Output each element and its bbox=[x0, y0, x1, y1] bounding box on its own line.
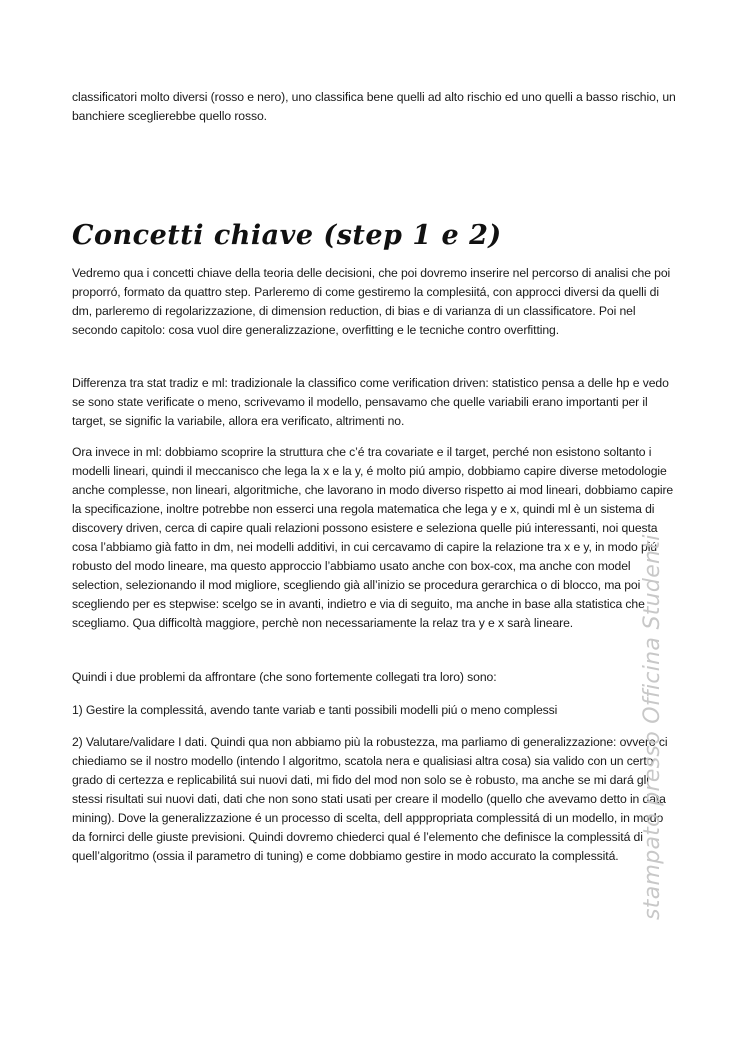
list-item-complessita: 1) Gestire la complessitá, avendo tante variab e tanti possibili modelli piú o meno complessi bbox=[72, 703, 558, 717]
paragraph-differenza: Differenza tra stat tradiz e ml: tradizionale la classifico come verification driven: statistico pensa a delle hp e vedo se sono state verificate o meno, scrivevamo il modello, pensavamo che quelle variabili erano importanti per il target, se signific la variabile, allora era verificato, altrimenti no. bbox=[72, 376, 669, 428]
intro-paragraph: classificatori molto diversi (rosso e nero), uno classifica bene quelli ad alto rischio ed uno quelli a basso rischio, un banchiere sceglierebbe quello rosso. bbox=[72, 90, 676, 123]
watermark: stampato presso Officina Studenti bbox=[640, 534, 665, 920]
section-heading: Concetti chiave (step 1 e 2) bbox=[72, 220, 502, 251]
paragraph-concetti: Vedremo qua i concetti chiave della teoria delle decisioni, che poi dovremo inserire nel percorso di analisi che poi proporró, formato da quattro step. Parleremo di come gestiremo la complesiitá, con approcci diversi da quelli di dm, parleremo di regolarizzazione, di dimension reduction, di bias e di varianza di un classificatore. Poi nel secondo capitolo: cosa vuol dire generalizzazione, overfitting e le tecniche contro overfitting. bbox=[72, 266, 671, 337]
paragraph-problemi: Quindi i due problemi da affrontare (che sono fortemente collegati tra loro) sono: bbox=[72, 670, 497, 684]
list-item-validare: 2) Valutare/validare I dati. Quindi qua non abbiamo più la robustezza, ma parliamo di generalizzazione: ovvero ci chiediamo se il nostro modello (intendo l algoritmo, scatola nera e qualisiasi altra cosa) sia valido con un certo grado di certezza e replicabilitá sui nuovi dati, mi fido del mod non solo se è robusto, ma anche se mi dará gli stessi risultati sui nuovi dati, dati che non sono stati usati per creare il modello (quello che avevamo detto in data mining). Dove la generalizzazione é un processo di scelta, dell apppropriata complessitá di un modello, in modo da fornirci delle giuste previsioni. Quindi dovremo chiederci qual é l’elemento che definisce la complessitá di quell’algoritmo (ossia il parametro di tuning) e come dobbiamo gestire in modo accurato la complessitá. bbox=[72, 735, 668, 863]
paragraph-ml: Ora invece in ml: dobbiamo scoprire la struttura che c’é tra covariate e il target, perché non esistono soltanto i modelli lineari, quindi il meccanisco che lega la x e la y, é molto piú ampio, dobbiamo capire diverse metodologie anche complesse, non lineari, algoritmiche, che lavorano in modo diverso rispetto ai mod lineari, dobbiamo capire la specificazione, inoltre potrebbe non esserci una regola matematica che lega y e x, quindi ml è un sistema di discovery driven, cerca di capire quali relazioni possono esistere e seleziona quelle piú interessanti, noi questa cosa l’abbiamo già fatto in dm, nei modelli additivi, in cui cercavamo di capire la relazione tra x e y, in modo piú robusto del modo lineare, ma questo approccio l’abbiamo usato anche con box-cox, ma anche con model selection, selezionando il mod migliore, scegliendo già all’inizio se procedura gerarchica o di blocco, ma poi scegliendo per es stepwise: scelgo se in avanti, indietro e via di seguito, ma anche in base alla statistica che scegliamo. Qua difficoltà maggiore, perchè non necessariamente la relaz tra y e x sarà lineare. bbox=[72, 445, 674, 630]
